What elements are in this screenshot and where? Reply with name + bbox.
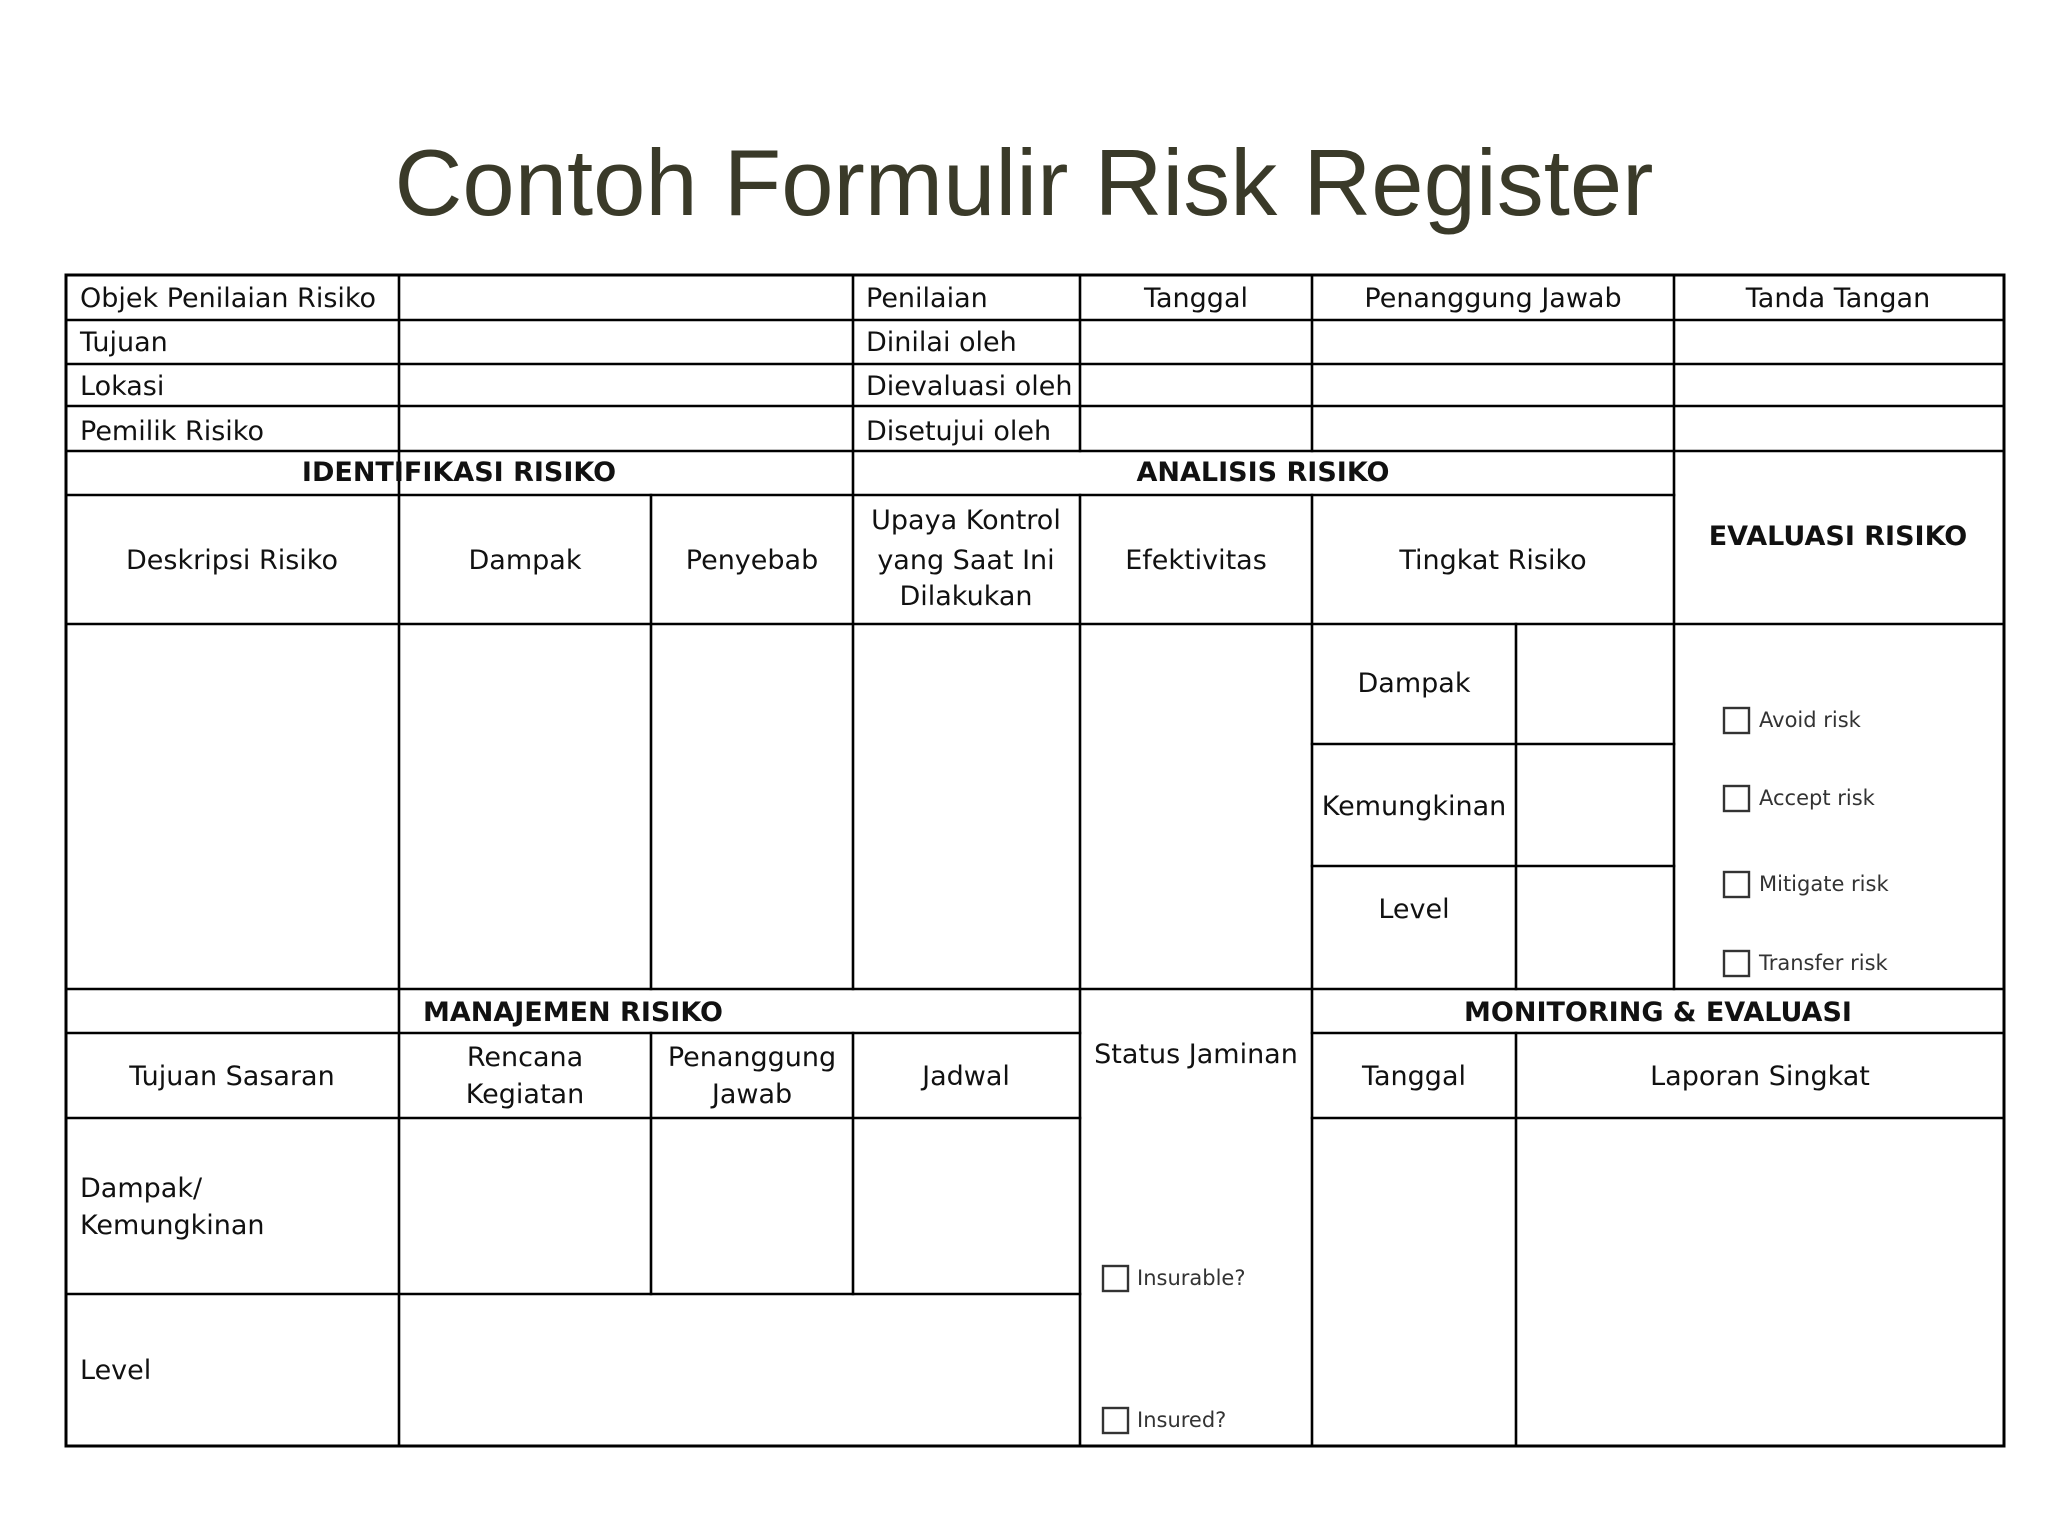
label-pemilik-risiko: Pemilik Risiko xyxy=(80,416,264,447)
section-evaluasi-risiko: EVALUASI RISIKO xyxy=(1708,521,1968,552)
header-deskripsi-risiko: Deskripsi Risiko xyxy=(125,545,339,576)
header-tingkat-risiko: Tingkat Risiko xyxy=(1399,545,1587,576)
header-penanggung-jawab: Penanggung Jawab xyxy=(1364,283,1622,314)
slide-title: Contoh Formulir Risk Register xyxy=(394,130,1654,235)
header-efektivitas: Efektivitas xyxy=(1125,545,1267,576)
header-upaya-kontrol-line3: Dilakukan xyxy=(899,581,1033,612)
checkbox-mitigate-risk[interactable] xyxy=(1724,872,1749,897)
field-pemilik-risiko[interactable] xyxy=(401,408,851,450)
label-objek-penilaian: Objek Penilaian Risiko xyxy=(80,283,377,314)
header-monitoring-tanggal: Tanggal xyxy=(1361,1061,1467,1092)
checkbox-accept-risk[interactable] xyxy=(1724,786,1749,811)
header-upaya-kontrol-line1: Upaya Kontrol xyxy=(871,505,1061,536)
header-pj-line2: Jawab xyxy=(711,1079,793,1110)
checkbox-insurable[interactable] xyxy=(1103,1266,1128,1291)
header-penyebab: Penyebab xyxy=(685,545,819,576)
option-avoid-risk: Avoid risk xyxy=(1759,708,1861,732)
label-manajemen-level: Level xyxy=(80,1355,152,1386)
label-dievaluasi-oleh: Dievaluasi oleh xyxy=(866,371,1073,402)
form-grid-lines xyxy=(66,275,2004,1446)
header-upaya-kontrol-line2: yang Saat Ini xyxy=(877,545,1055,576)
label-disetujui-oleh: Disetujui oleh xyxy=(866,416,1052,447)
option-accept-risk: Accept risk xyxy=(1759,786,1875,810)
section-manajemen-risiko: MANAJEMEN RISIKO xyxy=(422,997,724,1028)
header-laporan-singkat: Laporan Singkat xyxy=(1650,1061,1870,1092)
header-dampak: Dampak xyxy=(468,545,582,576)
label-tujuan: Tujuan xyxy=(80,327,168,358)
label-dinilai-oleh: Dinilai oleh xyxy=(866,327,1017,358)
header-tanggal: Tanggal xyxy=(1143,283,1249,314)
section-analisis-risiko: ANALISIS RISIKO xyxy=(1136,457,1390,488)
field-tujuan[interactable] xyxy=(401,322,851,363)
label-tingkat-level: Level xyxy=(1378,894,1450,925)
header-tujuan-sasaran: Tujuan Sasaran xyxy=(129,1061,335,1092)
option-insurable: Insurable? xyxy=(1137,1266,1246,1290)
header-tanda-tangan: Tanda Tangan xyxy=(1745,283,1931,314)
option-mitigate-risk: Mitigate risk xyxy=(1759,872,1889,896)
header-status-jaminan: Status Jaminan xyxy=(1094,1039,1298,1070)
section-monitoring-evaluasi: MONITORING & EVALUASI xyxy=(1464,997,1852,1028)
field-lokasi[interactable] xyxy=(401,366,851,405)
section-identifikasi-risiko: IDENTIFIKASI RISIKO xyxy=(301,457,617,488)
label-tingkat-dampak: Dampak xyxy=(1357,668,1471,699)
label-dampak-kemungkinan-line2: Kemungkinan xyxy=(80,1210,265,1241)
header-rencana-line1: Rencana xyxy=(466,1042,584,1073)
label-lokasi: Lokasi xyxy=(80,371,165,402)
checkbox-transfer-risk[interactable] xyxy=(1724,951,1749,976)
checkbox-insured[interactable] xyxy=(1103,1408,1128,1433)
header-rencana-line2: Kegiatan xyxy=(465,1079,585,1110)
field-objek-penilaian[interactable] xyxy=(401,277,851,319)
option-insured: Insured? xyxy=(1137,1408,1227,1432)
option-transfer-risk: Transfer risk xyxy=(1759,951,1888,975)
label-penilaian: Penilaian xyxy=(866,283,988,314)
header-pj-line1: Penanggung xyxy=(667,1042,837,1073)
label-tingkat-kemungkinan: Kemungkinan xyxy=(1321,791,1507,822)
label-dampak-kemungkinan-line1: Dampak/ xyxy=(80,1173,203,1204)
checkbox-avoid-risk[interactable] xyxy=(1724,708,1749,733)
header-jadwal: Jadwal xyxy=(922,1061,1010,1092)
